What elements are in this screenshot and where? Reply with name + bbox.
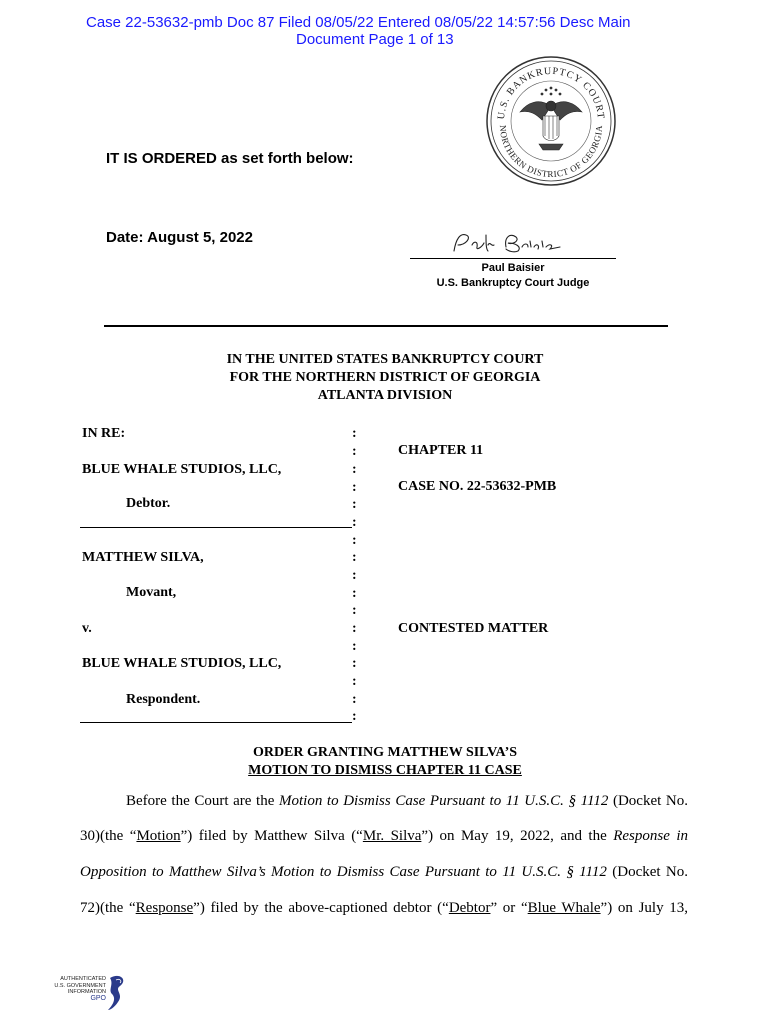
judge-signature bbox=[446, 227, 566, 259]
body-text: ”) on May 19, 2022, and the bbox=[421, 828, 614, 844]
judge-title: U.S. Bankruptcy Court Judge bbox=[436, 277, 590, 289]
gpo-authenticated-logo bbox=[40, 970, 140, 1014]
body-line-3 bbox=[80, 864, 688, 881]
caption-rule-2 bbox=[80, 722, 352, 723]
judge-name: Paul Baisier bbox=[481, 262, 545, 274]
body-text: (Docket No. bbox=[608, 793, 688, 809]
body-text: ” or “ bbox=[490, 900, 528, 916]
caption-debtor-name: BLUE WHALE STUDIOS, LLC, bbox=[82, 462, 282, 477]
body-italic: Response in bbox=[613, 828, 688, 844]
order-title-line1: ORDER GRANTING MATTHEW SILVA’S bbox=[252, 745, 518, 760]
defined-term-debtor: Debtor bbox=[448, 900, 491, 916]
seal-ring-bottom: NORTHERN DISTRICT OF GEORGIA bbox=[497, 124, 605, 180]
section-divider bbox=[104, 325, 668, 327]
body-text: ”) filed by the above-captioned debtor (“ bbox=[193, 900, 449, 916]
docket-stamp-line2: Document Page 1 of 13 bbox=[296, 31, 454, 48]
body-text: 30)(the “ bbox=[80, 828, 137, 844]
court-heading-line1: IN THE UNITED STATES BANKRUPTCY COURT bbox=[226, 352, 544, 367]
defined-term-blue-whale: Blue Whale bbox=[527, 900, 601, 916]
body-text: ”) on July 13, bbox=[600, 900, 688, 916]
caption-contested-matter: CONTESTED MATTER bbox=[398, 621, 549, 636]
gpo-logo-line1: AUTHENTICATED bbox=[60, 976, 106, 982]
docket-stamp-line1: Case 22-53632-pmb Doc 87 Filed 08/05/22 Entered 08/05/22 14:57:56 Desc Main bbox=[86, 14, 631, 31]
court-seal-icon bbox=[484, 54, 618, 188]
caption-rule-1 bbox=[80, 527, 352, 528]
body-italic: Motion to Dismiss Case Pursuant to 11 U.S.C. § 1112 bbox=[278, 793, 609, 809]
court-heading-line3: ATLANTA DIVISION bbox=[317, 388, 453, 403]
body-line-1 bbox=[126, 793, 688, 810]
defined-term-motion: Motion bbox=[136, 828, 181, 844]
body-line-4 bbox=[80, 900, 688, 917]
caption-movant-role: Movant, bbox=[126, 585, 177, 600]
gpo-logo-line4: GPO bbox=[90, 994, 106, 1002]
caption-debtor-role: Debtor. bbox=[126, 496, 171, 511]
body-text: ”) filed by Matthew Silva (“ bbox=[180, 828, 363, 844]
order-title-line2-text: MOTION TO DISMISS CHAPTER 11 CASE bbox=[248, 763, 522, 778]
caption-respondent-role: Respondent. bbox=[126, 692, 201, 707]
caption-versus: v. bbox=[82, 621, 92, 636]
ordered-text: IT IS ORDERED as set forth below: bbox=[106, 150, 354, 167]
caption-in-re: IN RE: bbox=[82, 426, 126, 441]
caption-case-number: CASE NO. 22-53632-PMB bbox=[398, 479, 557, 494]
body-text: (Docket No. bbox=[606, 864, 688, 880]
body-line-2 bbox=[80, 828, 688, 845]
court-heading-line2: FOR THE NORTHERN DISTRICT OF GEORGIA bbox=[229, 370, 541, 385]
body-text: 72)(the “ bbox=[80, 900, 136, 916]
seal-ring-top: U.S. BANKRUPTCY COURT bbox=[495, 65, 607, 120]
gpo-eagle-icon bbox=[106, 972, 128, 1012]
caption-movant-name: MATTHEW SILVA, bbox=[82, 550, 204, 565]
caption-respondent-name: BLUE WHALE STUDIOS, LLC, bbox=[82, 656, 282, 671]
body-italic: Opposition to Matthew Silva’s Motion to Dismiss Case Pursuant to 11 U.S.C. § 1112 bbox=[80, 864, 607, 880]
defined-term-response: Response bbox=[135, 900, 194, 916]
order-date: Date: August 5, 2022 bbox=[106, 229, 253, 246]
body-text: Before the Court are the bbox=[126, 793, 279, 809]
defined-term-mr-silva: Mr. Silva bbox=[362, 828, 422, 844]
gpo-logo-line2: U.S. GOVERNMENT bbox=[54, 982, 106, 989]
gpo-logo-line3: INFORMATION bbox=[67, 989, 106, 995]
signature-line bbox=[410, 258, 616, 259]
order-title-line2 bbox=[0, 763, 770, 779]
caption-chapter: CHAPTER 11 bbox=[398, 443, 484, 458]
